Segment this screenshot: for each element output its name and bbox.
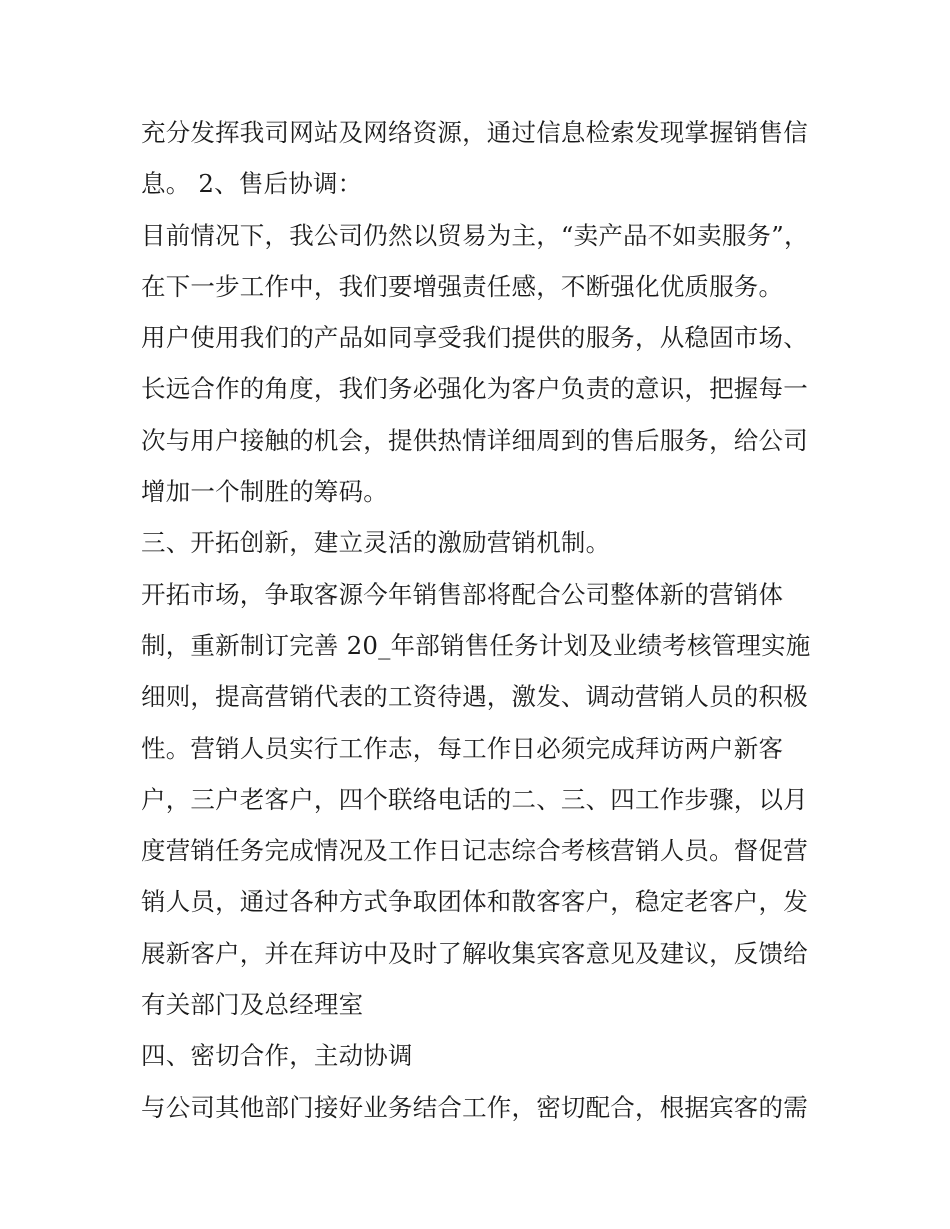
text-line: 次与用户接触的机会，提供热情详细周到的售后服务，给公司 — [141, 425, 808, 455]
text-line: 目前情况下，我公司仍然以贸易为主，“卖产品不如卖服务”， — [141, 220, 809, 250]
text-line: 在下一步工作中，我们要增强责任感，不断强化优质服务。 — [141, 271, 784, 301]
text-line: 与公司其他部门接好业务结合工作，密切配合，根据宾客的需 — [141, 1092, 808, 1122]
text-line: 开拓市场，争取客源今年销售部将配合公司整体新的营销体 — [141, 579, 784, 609]
text-line: 增加一个制胜的筹码。 — [141, 477, 388, 507]
text-line: 性。营销人员实行工作志，每工作日必须完成拜访两户新客 — [141, 733, 784, 763]
section-heading: 三、开拓创新，建立灵活的激励营销机制。 — [141, 528, 611, 558]
body-text — [141, 107, 821, 1133]
text-line: 展新客户，并在拜访中及时了解收集宾客意见及建议，反馈给 — [141, 938, 808, 968]
text-line: 销人员，通过各种方式争取团体和散客客户，稳定老客户，发 — [141, 887, 808, 917]
text-line: 制，重新制订完善 20_年部销售任务计划及业绩考核管理实施 — [141, 630, 811, 660]
text-line: 细则，提高营销代表的工资待遇，激发、调动营销人员的积极 — [141, 682, 808, 712]
text-line: 户，三户老客户，四个联络电话的二、三、四工作步骤，以月 — [141, 784, 808, 814]
text-line: 用户使用我们的产品如同享受我们提供的服务，从稳固市场、 — [141, 323, 808, 353]
text-line: 充分发挥我司网站及网络资源，通过信息检索发现掌握销售信 — [141, 118, 808, 147]
text-line: 度营销任务完成情况及工作日记志综合考核营销人员。督促营 — [141, 836, 808, 866]
section-heading: 四、密切合作，主动协调 — [141, 1041, 413, 1071]
text-line: 息。 2、售后协调： — [141, 169, 363, 199]
text-line: 长远合作的角度，我们务必强化为客户负责的意识，把握每一 — [141, 374, 808, 404]
text-line: 有关部门及总经理室 — [141, 990, 364, 1020]
